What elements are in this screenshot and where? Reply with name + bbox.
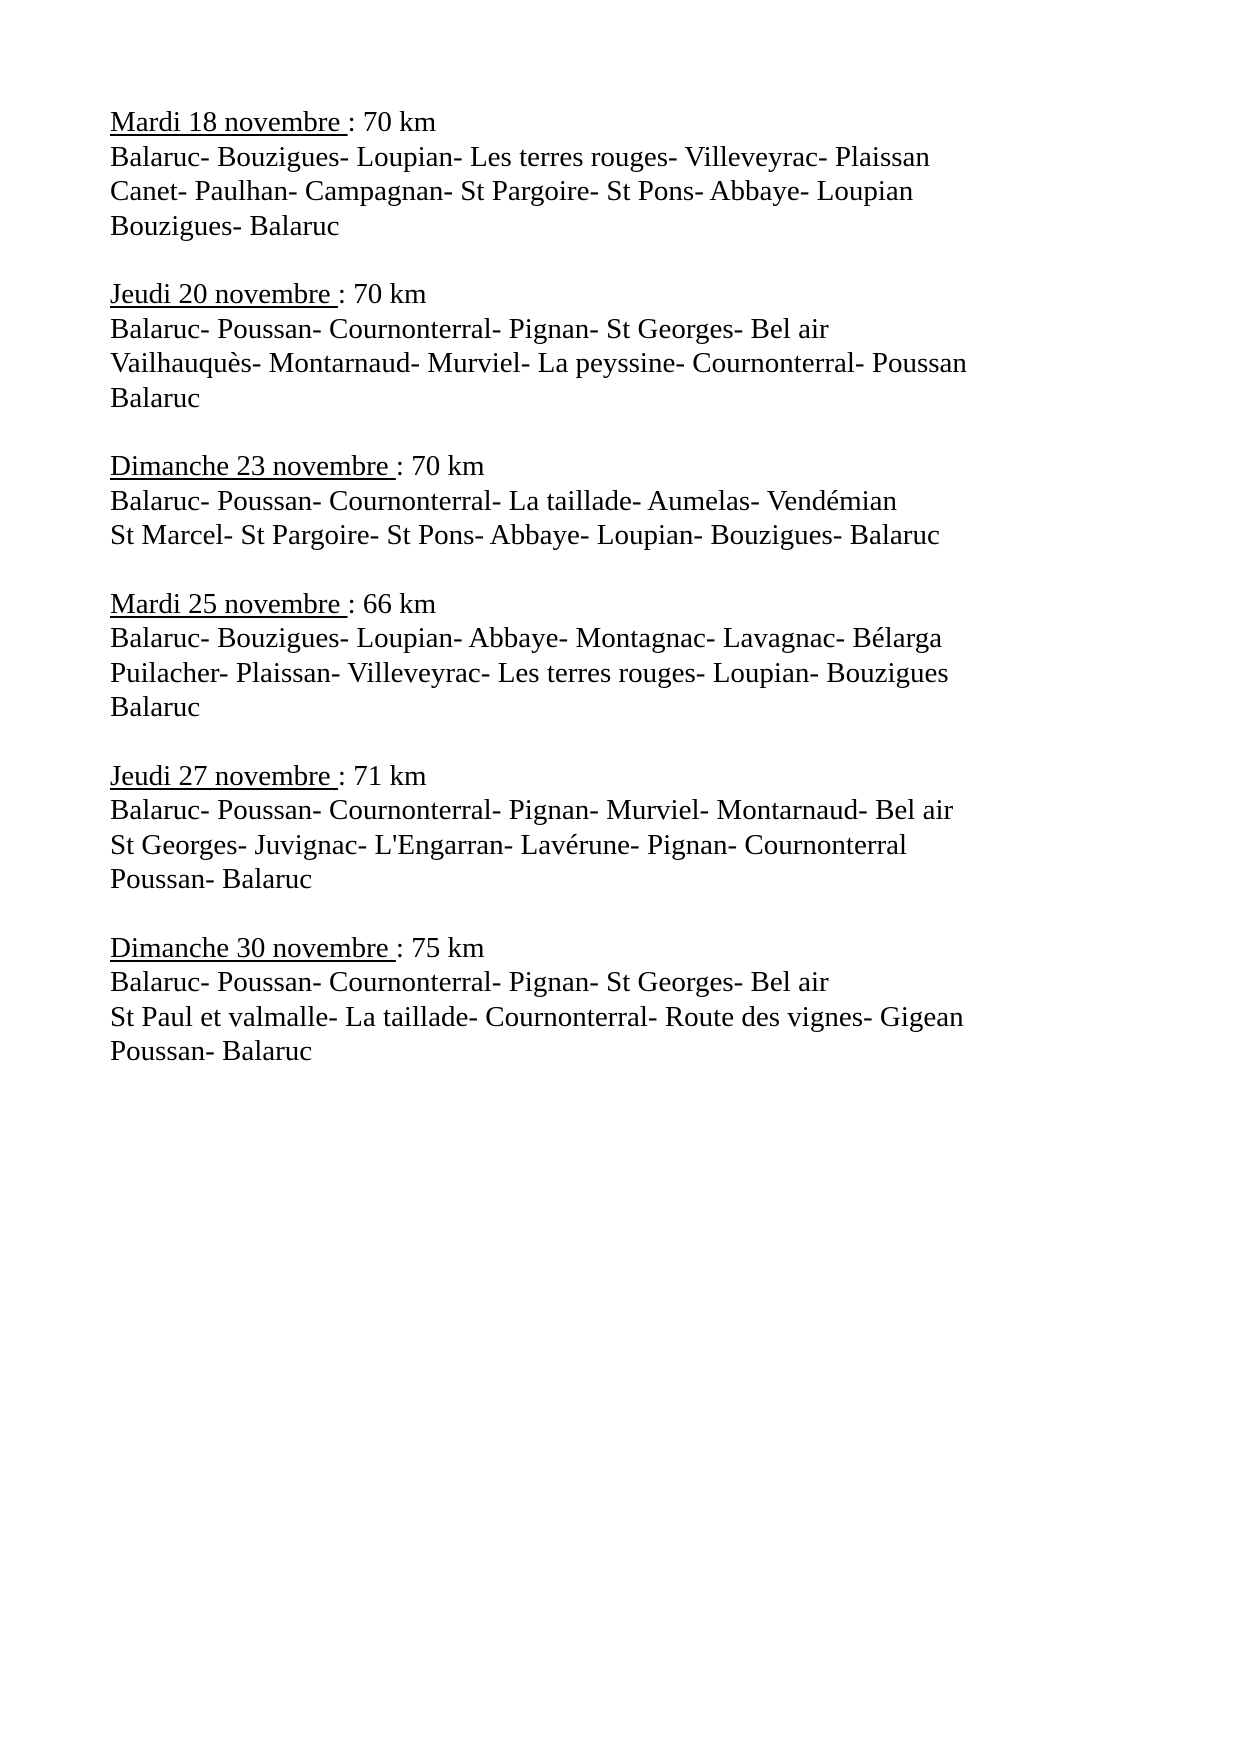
ride-distance-label: : 66 km xyxy=(347,587,437,620)
ride-route-line: Poussan- Balaruc xyxy=(110,863,313,895)
ride-route-line: Balaruc- Poussan- Cournonterral- Pignan- Murviel- Montarnaud- Bel air xyxy=(110,794,954,826)
ride-distance-label: : 70 km xyxy=(395,450,485,482)
ride-schedule-list xyxy=(110,105,1130,1069)
ride-route-line: St Paul et valmalle- La taillade- Cournonterral- Route des vignes- Gigean xyxy=(110,1000,964,1033)
ride-route-line: Balaruc- Poussan- Cournonterral- La taillade- Aumelas- Vendémian xyxy=(110,484,898,517)
ride-distance-label: : 75 km xyxy=(395,931,485,964)
ride-block xyxy=(110,931,1130,1069)
ride-block xyxy=(110,449,1130,553)
ride-block xyxy=(110,759,1130,897)
ride-route-line: Balaruc- Poussan- Cournonterral- Pignan- St Georges- Bel air xyxy=(110,966,829,998)
ride-heading xyxy=(110,277,1130,312)
ride-route-line: Canet- Paulhan- Campagnan- St Pargoire- St Pons- Abbaye- Loupian xyxy=(110,175,914,207)
ride-date-label: Mardi 18 novembre xyxy=(110,106,348,138)
ride-route-line: St Marcel- St Pargoire- St Pons- Abbaye- Loupian- Bouzigues- Balaruc xyxy=(110,519,940,551)
ride-date-label: Jeudi 20 novembre xyxy=(110,278,338,310)
ride-date-label: Dimanche 30 novembre xyxy=(110,931,396,964)
ride-route-line: Balaruc xyxy=(110,381,201,414)
ride-route-line: Balaruc- Poussan- Cournonterral- Pignan- St Georges- Bel air xyxy=(110,312,829,345)
ride-date-label: Mardi 25 novembre xyxy=(110,587,348,620)
ride-route-line: Balaruc- Bouzigues- Loupian- Abbaye- Montagnac- Lavagnac- Bélarga xyxy=(110,622,943,654)
ride-heading xyxy=(110,105,1130,140)
ride-block xyxy=(110,587,1130,725)
ride-route-line: Poussan- Balaruc xyxy=(110,1035,313,1067)
ride-heading xyxy=(110,587,1130,622)
ride-distance-label: : 71 km xyxy=(337,759,427,792)
ride-route-line: Balaruc- Bouzigues- Loupian- Les terres rouges- Villeveyrac- Plaissan xyxy=(110,140,930,173)
ride-date-label: Jeudi 27 novembre xyxy=(110,759,338,792)
ride-route-line: Puilacher- Plaissan- Villeveyrac- Les terres rouges- Loupian- Bouzigues xyxy=(110,656,949,689)
ride-route-line: St Georges- Juvignac- L'Engarran- Lavérune- Pignan- Cournonterral xyxy=(110,828,908,861)
ride-route-line: Bouzigues- Balaruc xyxy=(110,209,340,242)
ride-route-line: Balaruc xyxy=(110,691,201,723)
ride-route-line: Vailhauquès- Montarnaud- Murviel- La peyssine- Cournonterral- Poussan xyxy=(110,347,967,379)
ride-heading xyxy=(110,449,1130,484)
ride-distance-label: : 70 km xyxy=(337,278,427,310)
ride-heading xyxy=(110,759,1130,794)
ride-block xyxy=(110,105,1130,243)
ride-date-label: Dimanche 23 novembre xyxy=(110,450,396,482)
ride-distance-label: : 70 km xyxy=(347,106,437,138)
ride-heading xyxy=(110,931,1130,966)
ride-block xyxy=(110,277,1130,415)
